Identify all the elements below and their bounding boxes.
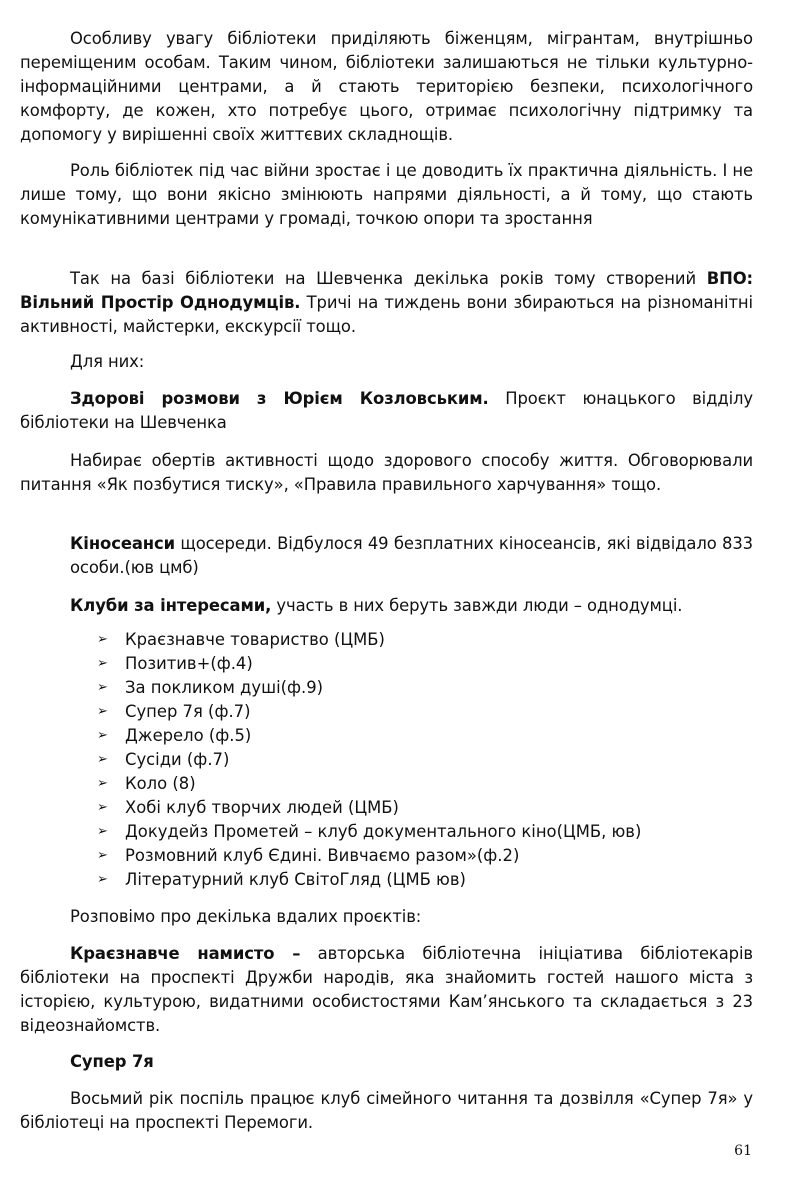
paragraph-healthy-talks <box>20 387 753 435</box>
paragraph-clubs <box>70 594 753 618</box>
club-name: Краєзнавче товариство (ЦМБ) <box>125 630 385 649</box>
club-name: Позитив+(ф.4) <box>125 654 253 673</box>
list-item <box>97 820 641 844</box>
list-item <box>97 796 641 820</box>
paragraph-text: Набирає обертів активності щодо здорового способу життя. Обговорювали питання «Як позбутися тиску», «Правила правильного харчування» тощо. <box>20 451 753 494</box>
paragraph-text: Проєкт юнацького відділу бібліотеки на Шевченка <box>20 389 753 432</box>
paragraph-war-role <box>20 159 753 231</box>
list-item <box>97 676 641 700</box>
club-name: Супер 7я (ф.7) <box>125 702 251 721</box>
paragraph-super-7ya <box>20 1087 753 1135</box>
clubs-title: Клуби за інтересами, <box>70 596 272 615</box>
list-item <box>97 844 641 868</box>
list-item <box>97 700 641 724</box>
club-name: Докудейз Прометей – клуб документального кіно(ЦМБ, юв) <box>125 822 642 841</box>
paragraph-text: Особливу увагу бібліотеки приділяють біженцям, мігрантам, внутрішньо переміщеним особам. Таким чином, бібліотеки залишаються не тільки культурно-інформаційними центрами, а й стають територією безпеки, психологічного комфорту, де кожен, хто потребує цього, отримає психологічну підтримку та допомогу у вирішенні своїх життєвих складнощів. <box>20 29 753 144</box>
list-item <box>97 748 641 772</box>
arrowhead-bullet-icon: ➢ <box>97 656 108 671</box>
arrowhead-bullet-icon: ➢ <box>97 872 108 887</box>
club-name: Літературний клуб СвітоГляд (ЦМБ юв) <box>125 870 466 889</box>
paragraph-local-necklace <box>20 942 753 1038</box>
arrowhead-bullet-icon: ➢ <box>97 632 108 647</box>
list-item <box>97 772 641 796</box>
paragraph-for-them <box>20 350 753 374</box>
heading-super-7ya <box>20 1050 753 1074</box>
club-name: Коло (8) <box>125 774 196 793</box>
vpo-title: ВПО: Вільний Простір Однодумців. <box>20 269 753 312</box>
super-7ya-title: Супер 7я <box>70 1052 154 1071</box>
paragraph-vpo <box>20 267 753 339</box>
paragraph-text: Роль бібліотек під час війни зростає і це доводить їх практична діяльність. І не лише тому, що вони якісно змінюють напрями діяльності, а й тому, що стають комунікативними центрами у громаді, точкою опори та зростання <box>20 161 753 228</box>
club-name: Хобі клуб творчих людей (ЦМБ) <box>125 798 399 817</box>
paragraph-text: Тричі на тиждень вони збираються на різноманітні активності, майстерки, екскурсії тощо. <box>20 293 753 336</box>
paragraph-text: авторська бібліотечна ініціатива бібліотекарів бібліотеки на проспекті Дружби народів, яка знайомить гостей нашого міста з історією, культурою, видатними особистостями Кам’янського та складається з 23 відеознайомств. <box>20 944 753 1035</box>
paragraph-cinema <box>70 532 753 580</box>
paragraph-refugees <box>20 27 753 147</box>
arrowhead-bullet-icon: ➢ <box>97 824 108 839</box>
list-item <box>97 628 641 652</box>
arrowhead-bullet-icon: ➢ <box>97 848 108 863</box>
arrowhead-bullet-icon: ➢ <box>97 752 108 767</box>
club-name: Джерело (ф.5) <box>125 726 252 745</box>
paragraph-text: щосереди. Відбулося 49 безплатних кіносеансів, які відвідало 833 особи.(юв цмб) <box>70 534 753 577</box>
list-item <box>97 868 641 892</box>
arrowhead-bullet-icon: ➢ <box>97 800 108 815</box>
paragraph-projects-intro <box>20 905 753 929</box>
arrowhead-bullet-icon: ➢ <box>97 704 108 719</box>
paragraph-text: участь в них беруть завжди люди – однодумці. <box>271 596 683 615</box>
arrowhead-bullet-icon: ➢ <box>97 728 108 743</box>
paragraph-text: Розповімо про декілька вдалих проєктів: <box>70 907 422 926</box>
local-necklace-title: Краєзнавче намисто – <box>70 944 301 963</box>
healthy-talks-title: Здорові розмови з Юрієм Козловським. <box>70 389 489 408</box>
cinema-title: Кіносеанси <box>70 534 176 553</box>
arrowhead-bullet-icon: ➢ <box>97 680 108 695</box>
arrowhead-bullet-icon: ➢ <box>97 776 108 791</box>
paragraph-text: Так на базі бібліотеки на Шевченка декілька років тому створений <box>70 269 707 288</box>
paragraph-healthy-lifestyle <box>20 449 753 497</box>
paragraph-text: Для них: <box>70 352 145 371</box>
club-name: Сусіди (ф.7) <box>125 750 230 769</box>
list-item <box>97 724 641 748</box>
clubs-list <box>97 628 641 892</box>
club-name: Розмовний клуб Єдині. Вивчаємо разом»(ф.2) <box>125 846 520 865</box>
club-name: За покликом душі(ф.9) <box>125 678 324 697</box>
paragraph-text: Восьмий рік поспіль працює клуб сімейного читання та дозвілля «Супер 7я» у бібліотеці на проспекті Перемоги. <box>20 1089 753 1132</box>
list-item <box>97 652 641 676</box>
page-number: 61 <box>734 1143 752 1159</box>
